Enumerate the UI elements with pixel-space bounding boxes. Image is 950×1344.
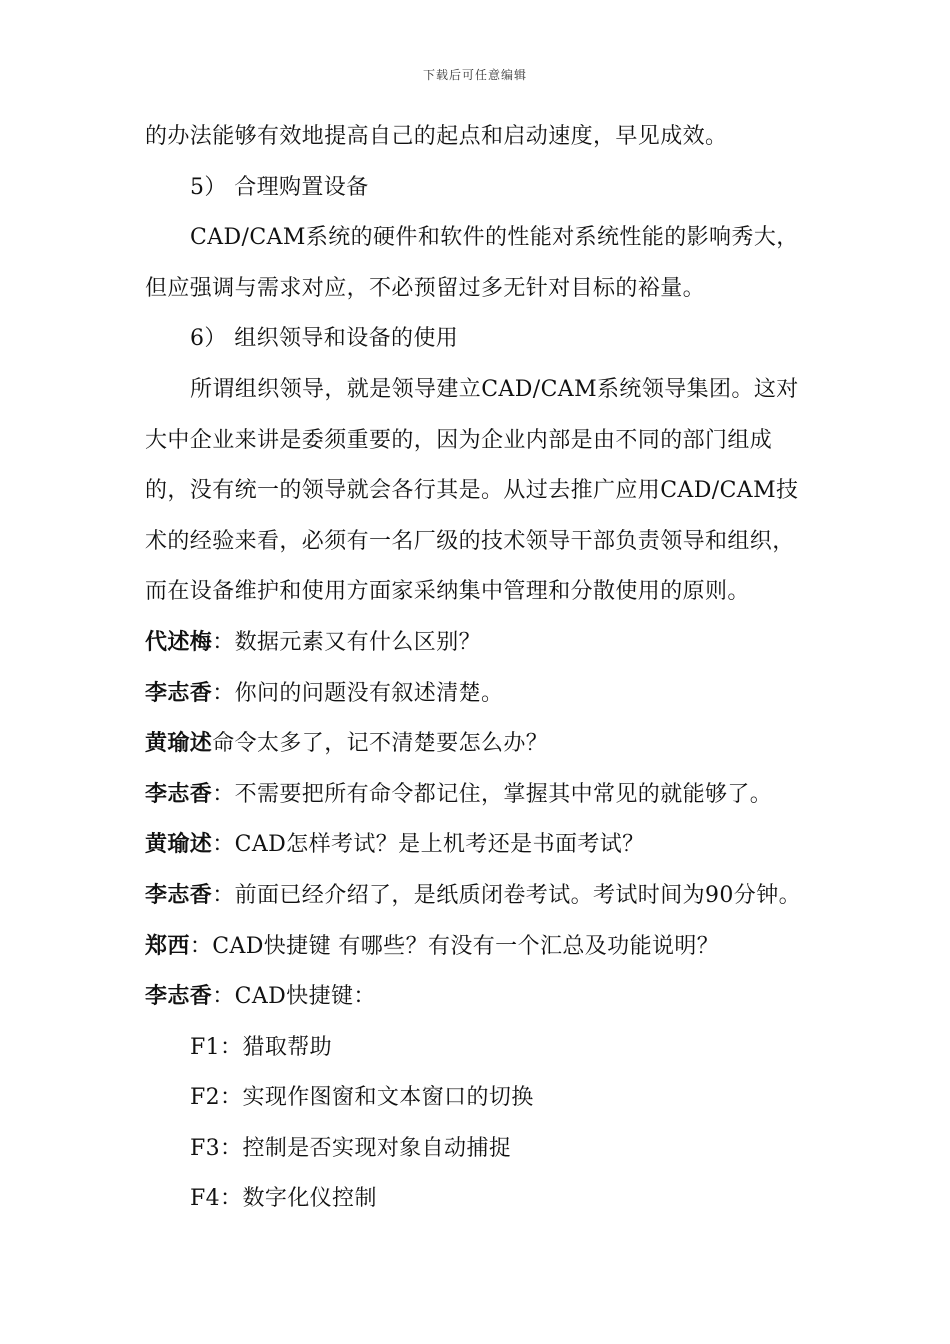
- dialogue-line: [145, 770, 825, 821]
- paragraph-line: CAD/CAM系统的硬件和软件的性能对系统性能的影响秀大，: [190, 225, 799, 251]
- dialogue-line: [145, 972, 825, 1023]
- dialogue-text: ：CAD怎样考试？是上机考还是书面考试？: [212, 832, 645, 858]
- speaker-name: 郑西: [145, 933, 190, 959]
- shortcut-item: F4：数字化仪控制: [190, 1186, 377, 1212]
- dialogue-text: ：CAD快捷键 有哪些？有没有一个汇总及功能说明？: [189, 933, 720, 959]
- shortcut-item: F2：实现作图窗和文本窗口的切换: [190, 1085, 534, 1111]
- paragraph-line: 的，没有统一的领导就会各行其是。从过去推广应用CAD/CAM技: [145, 478, 799, 504]
- dialogue-text: ：不需要把所有命令都记住，掌握其中常见的就能够了。: [212, 781, 773, 807]
- dialogue-line: [145, 719, 825, 770]
- speaker-name: 黄瑜述: [145, 731, 213, 757]
- section-heading: 6） 组织领导和设备的使用: [190, 326, 459, 352]
- section-heading: 5） 合理购置设备: [190, 174, 369, 200]
- dialogue-text: ：数据元素又有什么区别？: [212, 629, 482, 655]
- paragraph-line: 大中企业来讲是委须重要的，因为企业内部是由不同的部门组成: [145, 427, 773, 453]
- paragraph-line: 的办法能够有效地提高自己的起点和启动速度，早见成效。: [145, 124, 728, 149]
- paragraph-line: 术的经验来看，必须有一名厂级的技术领导干部负责领导和组织，: [145, 528, 795, 554]
- shortcut-item: F1：猎取帮助: [190, 1034, 333, 1060]
- dialogue-line: [145, 669, 825, 720]
- dialogue-line: [145, 922, 825, 973]
- dialogue-line: [145, 871, 825, 922]
- paragraph-line: 而在设备维护和使用方面家采纳集中管理和分散使用的原则。: [145, 579, 750, 605]
- dialogue-text: ：CAD快捷键：: [212, 984, 376, 1010]
- shortcut-item: F3：控制是否实现对象自动捕捉: [190, 1135, 512, 1161]
- speaker-name: 代述梅: [145, 629, 213, 655]
- paragraph-line: 所谓组织领导，就是领导建立CAD/CAM系统领导集团。这对: [190, 376, 799, 402]
- speaker-name: 李志香: [145, 882, 213, 908]
- dialogue-line: [145, 820, 825, 871]
- speaker-name: 李志香: [145, 984, 213, 1010]
- page-header: 下载后可任意编辑: [422, 68, 527, 82]
- dialogue-text: ：你问的问题没有叙述清楚。: [212, 680, 504, 706]
- document-body: [145, 112, 825, 1225]
- dialogue-line: [145, 618, 825, 669]
- dialogue-text: 命令太多了，记不清楚要怎么办？: [212, 731, 549, 757]
- speaker-name: 李志香: [145, 680, 213, 706]
- paragraph-line: 但应强调与需求对应，不必预留过多无针对目标的裕量。: [145, 275, 706, 301]
- speaker-name: 黄瑜述: [145, 832, 213, 858]
- speaker-name: 李志香: [145, 781, 213, 807]
- dialogue-text: ：前面已经介绍了，是纸质闭卷考试。考试时间为90分钟。: [212, 882, 801, 908]
